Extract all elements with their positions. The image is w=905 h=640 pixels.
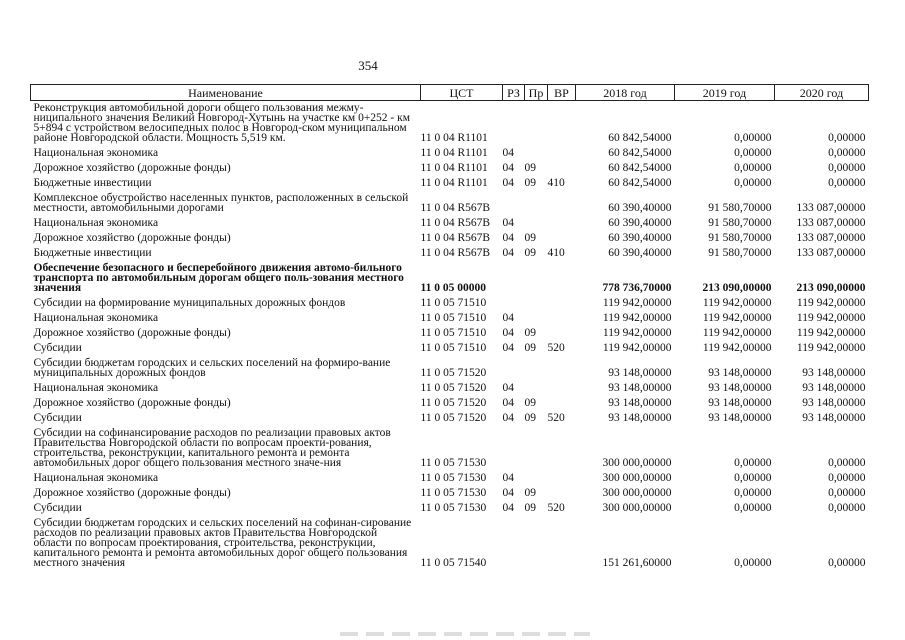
row-pr: 09 xyxy=(524,397,536,409)
table-header-row xyxy=(31,85,869,101)
row-cst: 11 0 05 71510 xyxy=(420,312,487,324)
row-pr: 09 xyxy=(524,247,536,259)
row-value-2019: 91 580,70000 xyxy=(708,232,772,244)
row-value-2019: 93 148,00000 xyxy=(708,397,772,409)
row-cst: 11 0 04 R567B xyxy=(420,247,491,259)
table-row xyxy=(31,176,869,191)
row-value-2019: 0,00000 xyxy=(734,502,772,514)
row-rz: 04 xyxy=(502,382,514,394)
row-value-2020: 93 148,00000 xyxy=(802,397,866,409)
row-vr: 410 xyxy=(547,177,565,189)
row-vr xyxy=(548,356,576,381)
row-value-2020: 119 942,00000 xyxy=(796,342,866,354)
row-cst: 11 0 05 71520 xyxy=(420,397,487,409)
row-rz xyxy=(503,296,525,311)
row-value-2020: 0,00000 xyxy=(828,162,866,174)
table-row xyxy=(31,471,869,486)
row-vr xyxy=(548,261,576,296)
row-name: Субсидии на формирование муниципальных дорожных фондов xyxy=(33,297,346,309)
row-value-2020: 0,00000 xyxy=(828,177,866,189)
row-rz: 04 xyxy=(502,397,514,409)
row-pr xyxy=(525,191,548,216)
row-value-2019: 213 090,00000 xyxy=(702,282,772,294)
row-cst: 11 0 05 71510 xyxy=(420,342,487,354)
row-pr xyxy=(525,216,548,231)
table-row xyxy=(31,311,869,326)
table-row xyxy=(31,246,869,261)
row-name: Бюджетные инвестиции xyxy=(33,177,152,189)
row-vr xyxy=(548,381,576,396)
row-cst: 11 0 05 71530 xyxy=(420,457,487,469)
row-value-2020: 0,00000 xyxy=(828,147,866,159)
header-rz: РЗ xyxy=(503,85,525,101)
row-name: Субсидии бюджетам городских и сельских поселений на софинан-сирование расходов по реализации правовых актов Правительства Новгородской области по вопросам проектирования, строительства, реконструкции, капитального ремонта и ремонта автомобильных дорог общего пользования местного значения xyxy=(33,517,412,569)
row-value-2019: 0,00000 xyxy=(734,557,772,569)
row-cst: 11 0 04 R1101 xyxy=(420,177,488,189)
table-row xyxy=(31,396,869,411)
row-vr: 520 xyxy=(547,412,565,424)
row-vr xyxy=(548,471,576,486)
row-value-2020: 0,00000 xyxy=(828,487,866,499)
row-rz: 04 xyxy=(502,162,514,174)
row-rz xyxy=(503,191,525,216)
header-vr: ВР xyxy=(548,85,576,101)
header-name: Наименование xyxy=(31,85,421,101)
row-value-2019: 0,00000 xyxy=(734,147,772,159)
table-row xyxy=(31,101,869,147)
row-rz: 04 xyxy=(502,247,514,259)
row-rz: 04 xyxy=(502,327,514,339)
row-name: Национальная экономика xyxy=(33,147,159,159)
row-name: Субсидии бюджетам городских и сельских поселений на формиро-вание муниципальных дорожных фондов xyxy=(33,357,391,379)
row-value-2019: 91 580,70000 xyxy=(708,202,772,214)
row-vr xyxy=(548,191,576,216)
row-cst: 11 0 04 R1101 xyxy=(420,162,488,174)
row-value-2018: 60 842,54000 xyxy=(608,132,672,144)
row-value-2019: 0,00000 xyxy=(734,457,772,469)
row-value-2020: 0,00000 xyxy=(828,132,866,144)
row-value-2020: 119 942,00000 xyxy=(796,297,866,309)
row-value-2020: 133 087,00000 xyxy=(796,202,866,214)
table-row xyxy=(31,146,869,161)
table-row xyxy=(31,486,869,501)
row-cst: 11 0 05 71520 xyxy=(420,367,487,379)
row-vr xyxy=(548,231,576,246)
row-name: Субсидии на софинансирование расходов по реализации правовых актов Правительства Новгородской области по вопросам проекти-рования, строительства, реконструкции, капитального ремонта и ремонта автомобильных дорог общего пользования местного значе-ния xyxy=(33,427,391,469)
row-pr xyxy=(525,471,548,486)
row-pr xyxy=(525,516,548,571)
row-value-2018: 60 842,54000 xyxy=(608,177,672,189)
row-value-2019: 0,00000 xyxy=(734,472,772,484)
row-value-2019: 93 148,00000 xyxy=(708,412,772,424)
row-value-2020: 0,00000 xyxy=(828,502,866,514)
row-name: Обеспечение безопасного и бесперебойного движения автомо-бильного транспорта по автомобильным дорогам общего поль-зования местного значения xyxy=(33,262,404,294)
row-value-2019: 0,00000 xyxy=(734,162,772,174)
row-name: Национальная экономика xyxy=(33,217,159,229)
row-pr: 09 xyxy=(524,177,536,189)
row-cst: 11 0 04 R567B xyxy=(420,202,491,214)
row-vr: 410 xyxy=(547,247,565,259)
row-vr xyxy=(548,101,576,147)
row-value-2018: 119 942,00000 xyxy=(602,312,672,324)
row-value-2020: 133 087,00000 xyxy=(796,232,866,244)
row-pr: 09 xyxy=(524,327,536,339)
row-cst: 11 0 05 71520 xyxy=(420,382,487,394)
row-rz: 04 xyxy=(502,177,514,189)
row-value-2018: 119 942,00000 xyxy=(602,297,672,309)
row-vr xyxy=(548,216,576,231)
row-rz xyxy=(503,516,525,571)
row-cst: 11 0 04 R1101 xyxy=(420,132,488,144)
header-2018: 2018 год xyxy=(576,85,675,101)
row-value-2018: 119 942,00000 xyxy=(602,342,672,354)
row-pr xyxy=(525,146,548,161)
table-row xyxy=(31,326,869,341)
table-row xyxy=(31,161,869,176)
row-name: Национальная экономика xyxy=(33,312,159,324)
row-value-2018: 60 390,40000 xyxy=(608,217,672,229)
table-row xyxy=(31,231,869,246)
row-cst: 11 0 04 R567B xyxy=(420,217,491,229)
row-value-2018: 300 000,00000 xyxy=(602,487,672,499)
table-row xyxy=(31,516,869,571)
row-name: Дорожное хозяйство (дорожные фонды) xyxy=(33,232,231,244)
row-value-2018: 151 261,60000 xyxy=(602,557,672,569)
table-body xyxy=(31,101,869,572)
row-pr xyxy=(525,311,548,326)
row-value-2020: 0,00000 xyxy=(828,457,866,469)
row-pr xyxy=(525,296,548,311)
row-pr: 09 xyxy=(524,412,536,424)
row-value-2018: 93 148,00000 xyxy=(608,367,672,379)
row-value-2019: 91 580,70000 xyxy=(708,247,772,259)
row-rz xyxy=(503,261,525,296)
row-name: Реконструкция автомобильной дороги общего пользования межму-ниципального значения Великий Новгород-Хутынь на участке км 0+252 - км 5+894 с устройством велосипедных полос в Новгород-ском муниципальном районе Новгородской области. Мощность 5,519 км. xyxy=(33,102,410,144)
row-value-2020: 93 148,00000 xyxy=(802,367,866,379)
row-pr xyxy=(525,101,548,147)
row-rz: 04 xyxy=(502,147,514,159)
row-vr xyxy=(548,396,576,411)
header-pr: Пр xyxy=(525,85,548,101)
row-pr xyxy=(525,426,548,471)
table-row xyxy=(31,216,869,231)
row-value-2019: 119 942,00000 xyxy=(702,297,772,309)
row-vr xyxy=(548,311,576,326)
row-name: Дорожное хозяйство (дорожные фонды) xyxy=(33,397,231,409)
row-rz: 04 xyxy=(502,342,514,354)
row-rz xyxy=(503,426,525,471)
table-row xyxy=(31,341,869,356)
row-value-2020: 213 090,00000 xyxy=(796,282,866,294)
row-value-2020: 133 087,00000 xyxy=(796,217,866,229)
row-value-2018: 300 000,00000 xyxy=(602,457,672,469)
table-row xyxy=(31,501,869,516)
row-pr: 09 xyxy=(524,342,536,354)
row-value-2018: 300 000,00000 xyxy=(602,472,672,484)
row-cst: 11 0 05 00000 xyxy=(420,282,486,294)
row-value-2018: 60 390,40000 xyxy=(608,232,672,244)
row-name: Дорожное хозяйство (дорожные фонды) xyxy=(33,487,231,499)
header-2020: 2020 год xyxy=(775,85,869,101)
row-name: Национальная экономика xyxy=(33,472,159,484)
row-rz: 04 xyxy=(502,312,514,324)
table-row xyxy=(31,356,869,381)
row-vr xyxy=(548,486,576,501)
row-name: Комплексное обустройство населенных пунктов, расположенных в сельской местности, автомобильными дорогами xyxy=(33,192,409,214)
bottom-scan-artifact xyxy=(340,632,590,636)
page-number: 354 xyxy=(358,58,378,73)
row-rz xyxy=(503,101,525,147)
row-vr: 520 xyxy=(547,342,565,354)
row-value-2018: 60 842,54000 xyxy=(608,147,672,159)
row-rz: 04 xyxy=(502,412,514,424)
row-vr xyxy=(548,326,576,341)
row-vr xyxy=(548,146,576,161)
row-rz: 04 xyxy=(502,502,514,514)
row-value-2019: 119 942,00000 xyxy=(702,312,772,324)
row-value-2018: 778 736,70000 xyxy=(602,282,672,294)
row-name: Бюджетные инвестиции xyxy=(33,247,152,259)
row-value-2018: 60 390,40000 xyxy=(608,247,672,259)
row-vr xyxy=(548,161,576,176)
row-cst: 11 0 05 71520 xyxy=(420,412,487,424)
row-value-2019: 119 942,00000 xyxy=(702,342,772,354)
row-pr: 09 xyxy=(524,502,536,514)
row-rz xyxy=(503,356,525,381)
row-vr xyxy=(548,516,576,571)
row-value-2018: 60 390,40000 xyxy=(608,202,672,214)
table-row xyxy=(31,261,869,296)
row-rz: 04 xyxy=(502,487,514,499)
row-vr: 520 xyxy=(547,502,565,514)
row-value-2019: 119 942,00000 xyxy=(702,327,772,339)
row-name: Субсидии xyxy=(33,502,82,514)
row-cst: 11 0 04 R1101 xyxy=(420,147,488,159)
row-rz: 04 xyxy=(502,217,514,229)
row-value-2018: 93 148,00000 xyxy=(608,382,672,394)
row-value-2018: 93 148,00000 xyxy=(608,412,672,424)
row-pr: 09 xyxy=(524,487,536,499)
row-name: Субсидии xyxy=(33,342,82,354)
table-row xyxy=(31,381,869,396)
row-value-2018: 93 148,00000 xyxy=(608,397,672,409)
budget-table xyxy=(30,84,869,571)
header-2019: 2019 год xyxy=(675,85,775,101)
table-row xyxy=(31,426,869,471)
row-name: Национальная экономика xyxy=(33,382,159,394)
row-cst: 11 0 05 71530 xyxy=(420,502,487,514)
row-rz: 04 xyxy=(502,472,514,484)
row-pr xyxy=(525,356,548,381)
row-value-2020: 0,00000 xyxy=(828,472,866,484)
row-value-2019: 0,00000 xyxy=(734,487,772,499)
row-value-2020: 93 148,00000 xyxy=(802,382,866,394)
row-value-2018: 119 942,00000 xyxy=(602,327,672,339)
row-pr: 09 xyxy=(524,162,536,174)
row-vr xyxy=(548,426,576,471)
row-value-2019: 91 580,70000 xyxy=(708,217,772,229)
row-value-2020: 119 942,00000 xyxy=(796,312,866,324)
row-value-2018: 60 842,54000 xyxy=(608,162,672,174)
row-value-2019: 0,00000 xyxy=(734,132,772,144)
row-value-2019: 0,00000 xyxy=(734,177,772,189)
table-row xyxy=(31,191,869,216)
row-name: Субсидии xyxy=(33,412,82,424)
row-value-2020: 133 087,00000 xyxy=(796,247,866,259)
row-value-2020: 0,00000 xyxy=(828,557,866,569)
row-value-2018: 300 000,00000 xyxy=(602,502,672,514)
table-row xyxy=(31,411,869,426)
row-cst: 11 0 05 71530 xyxy=(420,487,487,499)
row-cst: 11 0 05 71530 xyxy=(420,472,487,484)
row-value-2019: 93 148,00000 xyxy=(708,367,772,379)
row-value-2020: 93 148,00000 xyxy=(802,412,866,424)
row-pr xyxy=(525,381,548,396)
row-pr: 09 xyxy=(524,232,536,244)
row-name: Дорожное хозяйство (дорожные фонды) xyxy=(33,327,231,339)
row-cst: 11 0 05 71510 xyxy=(420,327,487,339)
row-vr xyxy=(548,296,576,311)
header-cst: ЦСТ xyxy=(421,85,503,101)
row-cst: 11 0 04 R567B xyxy=(420,232,491,244)
table-row xyxy=(31,296,869,311)
row-cst: 11 0 05 71510 xyxy=(420,297,487,309)
row-cst: 11 0 05 71540 xyxy=(420,557,487,569)
row-name: Дорожное хозяйство (дорожные фонды) xyxy=(33,162,231,174)
row-value-2020: 119 942,00000 xyxy=(796,327,866,339)
row-rz: 04 xyxy=(502,232,514,244)
row-pr xyxy=(525,261,548,296)
row-value-2019: 93 148,00000 xyxy=(708,382,772,394)
